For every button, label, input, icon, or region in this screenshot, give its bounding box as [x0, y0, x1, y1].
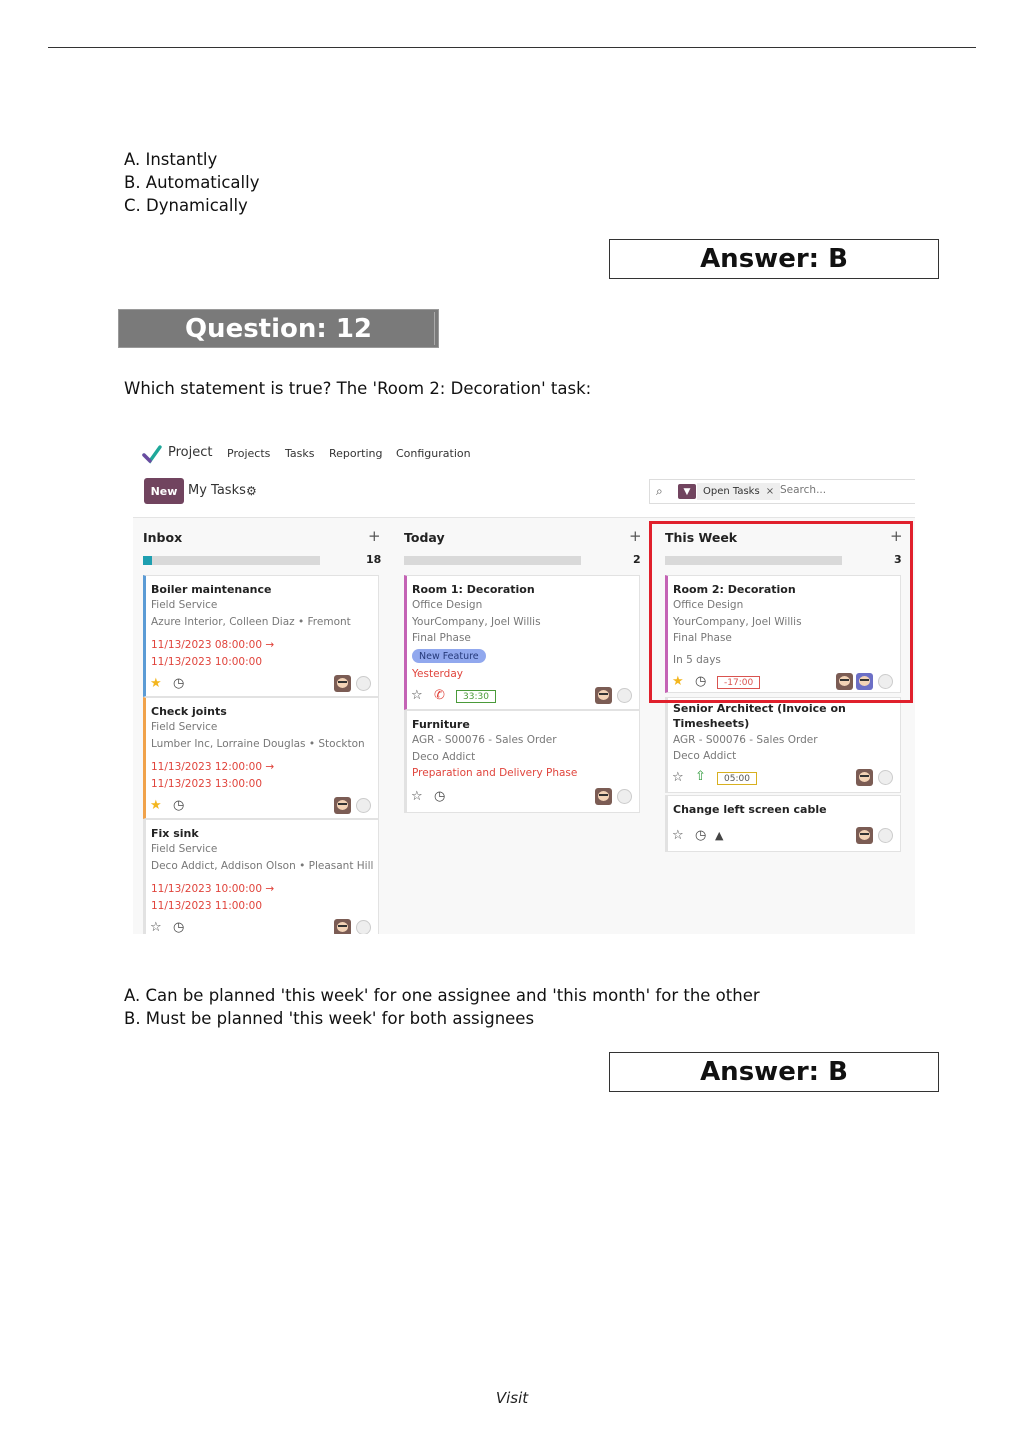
task-title-line2: Timesheets): [673, 717, 750, 730]
clock-icon[interactable]: ◷: [695, 674, 707, 689]
task-stage: Final Phase: [412, 632, 471, 644]
task-customer: Lumber Inc, Lorraine Douglas • Stockton: [151, 738, 365, 750]
time-allocated: -17:00: [717, 676, 760, 689]
status-indicator[interactable]: [878, 828, 893, 843]
task-title: Room 1: Decoration: [412, 583, 535, 596]
previous-answer-box: Answer: B: [609, 239, 939, 279]
option-a: A. Can be planned 'this week' for one assignee and 'this month' for the other: [124, 986, 760, 1005]
arrow-right-icon: →: [265, 761, 275, 773]
arrow-right-icon: →: [265, 883, 275, 895]
clock-icon[interactable]: ◷: [695, 828, 707, 843]
phone-icon[interactable]: ✆: [434, 688, 445, 703]
task-date-end: 11/13/2023 11:00:00: [151, 900, 263, 912]
task-date-end: 11/13/2023 13:00:00: [151, 778, 263, 790]
task-project: Office Design: [412, 599, 483, 611]
clock-icon[interactable]: ◷: [434, 789, 446, 804]
gear-icon[interactable]: ⚙: [246, 484, 257, 498]
task-date-start: 11/13/2023 10:00:00: [151, 883, 263, 895]
column-progress-bar[interactable]: [143, 556, 320, 565]
task-title: Furniture: [412, 718, 470, 731]
project-logo-icon: [142, 444, 162, 464]
task-date-start: 11/13/2023 08:00:00: [151, 639, 263, 651]
task-title: Change left screen cable: [673, 803, 827, 816]
time-allocated: 33:30: [456, 690, 496, 703]
status-indicator[interactable]: [356, 920, 371, 934]
option-b: B. Automatically: [124, 173, 260, 192]
avatar[interactable]: [856, 827, 873, 844]
avatar[interactable]: [836, 673, 853, 690]
column-progress-bar[interactable]: [404, 556, 581, 565]
star-icon[interactable]: ☆: [150, 920, 162, 934]
task-title: Check joints: [151, 705, 227, 718]
kanban-board: [133, 517, 915, 934]
task-card[interactable]: [143, 697, 379, 819]
avatar[interactable]: [334, 675, 351, 692]
add-task-icon[interactable]: +: [890, 527, 903, 545]
search-facet[interactable]: [697, 483, 780, 500]
star-icon[interactable]: ☆: [411, 789, 423, 804]
task-card[interactable]: [143, 575, 379, 697]
menu-projects[interactable]: Projects: [227, 447, 271, 460]
filter-icon: ▼: [678, 484, 696, 499]
upload-icon[interactable]: ⇧: [695, 769, 706, 784]
facet-remove-icon[interactable]: ×: [765, 486, 775, 497]
status-indicator[interactable]: [617, 789, 632, 804]
star-icon[interactable]: ★: [150, 676, 162, 691]
status-indicator[interactable]: [356, 676, 371, 691]
task-customer: Deco Addict, Addison Olson • Pleasant Hill: [151, 860, 374, 872]
task-stage: Final Phase: [673, 632, 732, 644]
search-icon[interactable]: ⌕: [656, 484, 663, 498]
column-title: Inbox: [143, 530, 183, 545]
column-count: 3: [894, 553, 902, 566]
avatar[interactable]: [595, 788, 612, 805]
avatar[interactable]: [334, 919, 351, 934]
arrow-right-icon: →: [265, 639, 275, 651]
task-stage: Preparation and Delivery Phase: [412, 767, 578, 779]
app-name[interactable]: Project: [168, 445, 213, 460]
avatar[interactable]: [856, 769, 873, 786]
menu-reporting[interactable]: Reporting: [329, 447, 383, 460]
status-indicator[interactable]: [617, 688, 632, 703]
task-customer: Deco Addict: [412, 751, 476, 763]
task-project: Field Service: [151, 721, 218, 733]
clock-icon[interactable]: ◷: [173, 798, 185, 813]
task-customer: YourCompany, Joel Willis: [412, 616, 541, 628]
lock-icon: ▲: [715, 829, 724, 842]
add-task-icon[interactable]: +: [629, 527, 642, 545]
answer-options: [124, 984, 760, 1030]
task-project: AGR - S00076 - Sales Order: [412, 734, 557, 746]
task-deadline: In 5 days: [673, 654, 721, 666]
task-tag: New Feature: [412, 649, 486, 663]
column-title: Today: [404, 530, 445, 545]
task-card[interactable]: [665, 795, 901, 852]
menu-configuration[interactable]: Configuration: [396, 447, 471, 460]
star-icon[interactable]: ☆: [672, 770, 684, 785]
new-button[interactable]: New: [144, 478, 184, 504]
task-card[interactable]: [665, 697, 901, 793]
avatar[interactable]: [595, 687, 612, 704]
task-card[interactable]: [143, 819, 379, 934]
avatar[interactable]: [334, 797, 351, 814]
task-project: Office Design: [673, 599, 744, 611]
task-project: Field Service: [151, 599, 218, 611]
task-project: AGR - S00076 - Sales Order: [673, 734, 818, 746]
task-customer: YourCompany, Joel Willis: [673, 616, 802, 628]
breadcrumb: My Tasks: [188, 483, 246, 498]
option-a: A. Instantly: [124, 150, 218, 169]
answer-box: Answer: B: [609, 1052, 939, 1092]
clock-icon[interactable]: ◷: [173, 676, 185, 691]
previous-options: [124, 148, 259, 217]
facet-label: Open Tasks: [703, 486, 760, 497]
task-title-line1: Senior Architect (Invoice on: [673, 702, 846, 715]
column-title: This Week: [665, 530, 738, 545]
column-this-week: [655, 518, 903, 934]
clock-icon[interactable]: ◷: [173, 920, 185, 934]
column-inbox: [133, 518, 382, 934]
task-project: Field Service: [151, 843, 218, 855]
task-card[interactable]: [665, 575, 901, 693]
search-bar[interactable]: [649, 479, 915, 504]
task-title: Boiler maintenance: [151, 583, 272, 596]
column-progress-bar[interactable]: [665, 556, 842, 565]
task-card[interactable]: [404, 575, 640, 710]
star-icon[interactable]: ★: [672, 674, 684, 689]
task-date-start: 11/13/2023 12:00:00: [151, 761, 263, 773]
option-c: C. Dynamically: [124, 196, 248, 215]
status-indicator[interactable]: [878, 674, 893, 689]
star-icon[interactable]: ☆: [672, 828, 684, 843]
star-icon[interactable]: ★: [150, 798, 162, 813]
task-title: Room 2: Decoration: [673, 583, 796, 596]
avatar[interactable]: [856, 673, 873, 690]
task-card[interactable]: [404, 710, 640, 813]
add-task-icon[interactable]: +: [368, 527, 381, 545]
task-title: Fix sink: [151, 827, 199, 840]
column-today: [394, 518, 642, 934]
column-count: 18: [366, 553, 382, 566]
footer-text[interactable]: Visit: [495, 1389, 529, 1407]
project-kanban-screenshot: [133, 434, 915, 934]
task-customer: Deco Addict: [673, 750, 737, 762]
menu-tasks[interactable]: Tasks: [285, 447, 315, 460]
time-allocated: 05:00: [717, 772, 757, 785]
question-banner: Question: 12: [118, 309, 439, 348]
task-customer: Azure Interior, Colleen Diaz • Fremont: [151, 616, 351, 628]
star-icon[interactable]: ☆: [411, 688, 423, 703]
question-text: Which statement is true? The 'Room 2: Decoration' task:: [124, 379, 592, 398]
option-b: B. Must be planned 'this week' for both assignees: [124, 1009, 535, 1028]
status-indicator[interactable]: [356, 798, 371, 813]
search-input[interactable]: [780, 484, 900, 496]
column-count: 2: [633, 553, 641, 566]
task-deadline: Yesterday: [412, 668, 463, 680]
status-indicator[interactable]: [878, 770, 893, 785]
task-date-end: 11/13/2023 10:00:00: [151, 656, 263, 668]
header-rule: [48, 47, 976, 48]
